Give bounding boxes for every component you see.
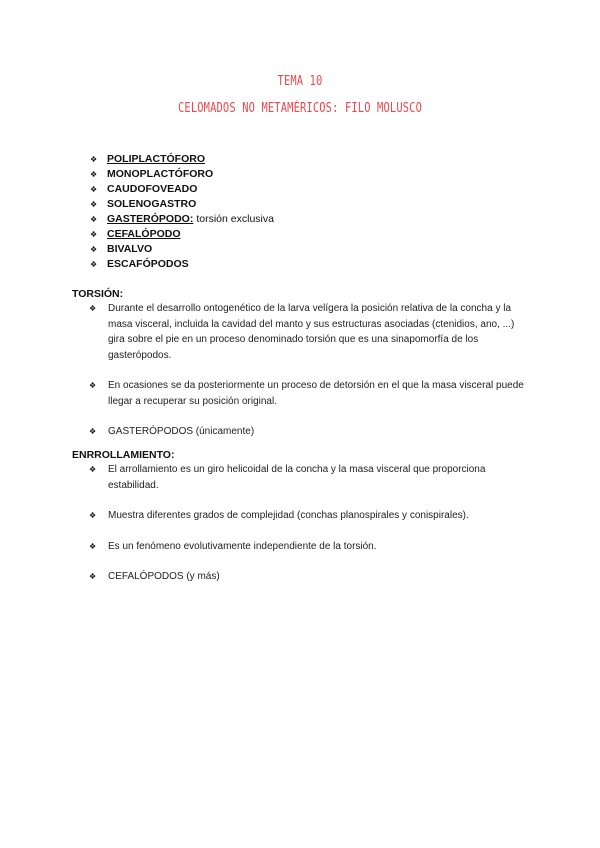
diamond-bullet-icon: ❖	[89, 572, 97, 581]
list-item	[72, 508, 532, 524]
bullet-text: Durante el desarrollo ontogenético de la larva velígera la posición relativa de la concha y la masa visceral, incluida la cavidad del manto y sus estructuras asociadas (ctenidios, ano, ...) gira sobre el pie en un proceso denominado torsión que es una sinapomorfía de los gasterópodos.	[108, 303, 515, 361]
diamond-bullet-icon: ❖	[90, 230, 98, 239]
mollusc-groups-list	[90, 152, 274, 272]
torsion-section	[72, 287, 532, 440]
group-name: SOLENOGASTRO	[107, 198, 197, 210]
section-heading: ENRROLLAMIENTO:	[72, 449, 175, 461]
group-name: MONOPLACTÓFORO	[107, 168, 214, 180]
list-item	[90, 242, 274, 257]
topic-number: TEMA 10	[277, 74, 323, 89]
list-item	[72, 569, 532, 585]
list-item	[90, 182, 274, 197]
list-item	[72, 424, 532, 440]
diamond-bullet-icon: ❖	[90, 185, 98, 194]
topic-title: CELOMADOS NO METAMÉRICOS: FILO MOLUSCO	[177, 101, 422, 116]
diamond-bullet-icon: ❖	[89, 304, 97, 313]
bullet-text: En ocasiones se da posteriormente un proceso de detorsión en el que la masa visceral puede llegar a recuperar su posición original.	[108, 380, 524, 407]
title-block	[0, 72, 600, 120]
diamond-bullet-icon: ❖	[89, 381, 97, 390]
group-name: CEFALÓPODO	[107, 228, 181, 240]
bullet-text: Es un fenómeno evolutivamente independiente de la torsión.	[108, 540, 377, 552]
list-item	[90, 212, 274, 227]
list-item	[90, 167, 274, 182]
group-note: torsión exclusiva	[196, 213, 274, 225]
list-item	[90, 197, 274, 212]
list-item	[72, 301, 532, 363]
group-name: GASTERÓPODO:	[107, 213, 194, 225]
diamond-bullet-icon: ❖	[90, 245, 98, 254]
group-name: ESCAFÓPODOS	[107, 258, 189, 270]
diamond-bullet-icon: ❖	[90, 200, 98, 209]
diamond-bullet-icon: ❖	[90, 155, 98, 164]
list-item	[72, 462, 532, 493]
diamond-bullet-icon: ❖	[89, 465, 97, 474]
bullet-text: El arrollamiento es un giro helicoidal de la concha y la masa visceral que proporciona estabilidad.	[108, 464, 486, 491]
group-name: CAUDOFOVEADO	[107, 183, 198, 195]
list-item	[72, 378, 532, 409]
diamond-bullet-icon: ❖	[90, 260, 98, 269]
section-heading: TORSIÓN:	[72, 288, 124, 300]
diamond-bullet-icon: ❖	[89, 511, 97, 520]
diamond-bullet-icon: ❖	[89, 541, 97, 551]
diamond-bullet-icon: ❖	[89, 427, 97, 436]
list-item	[90, 227, 274, 242]
list-item	[90, 257, 274, 272]
list-item	[72, 539, 532, 555]
enrollamiento-section	[72, 448, 532, 585]
bullet-text: GASTERÓPODOS (únicamente)	[108, 426, 255, 437]
bullet-text: Muestra diferentes grados de complejidad (conchas planospirales y conispirales).	[108, 510, 469, 521]
list-item	[90, 152, 274, 167]
diamond-bullet-icon: ❖	[90, 215, 98, 224]
group-name: POLIPLACTÓFORO	[107, 153, 205, 165]
bullet-text: CEFALÓPODOS (y más)	[108, 571, 220, 582]
diamond-bullet-icon: ❖	[90, 170, 98, 179]
group-name: BIVALVO	[107, 243, 153, 255]
